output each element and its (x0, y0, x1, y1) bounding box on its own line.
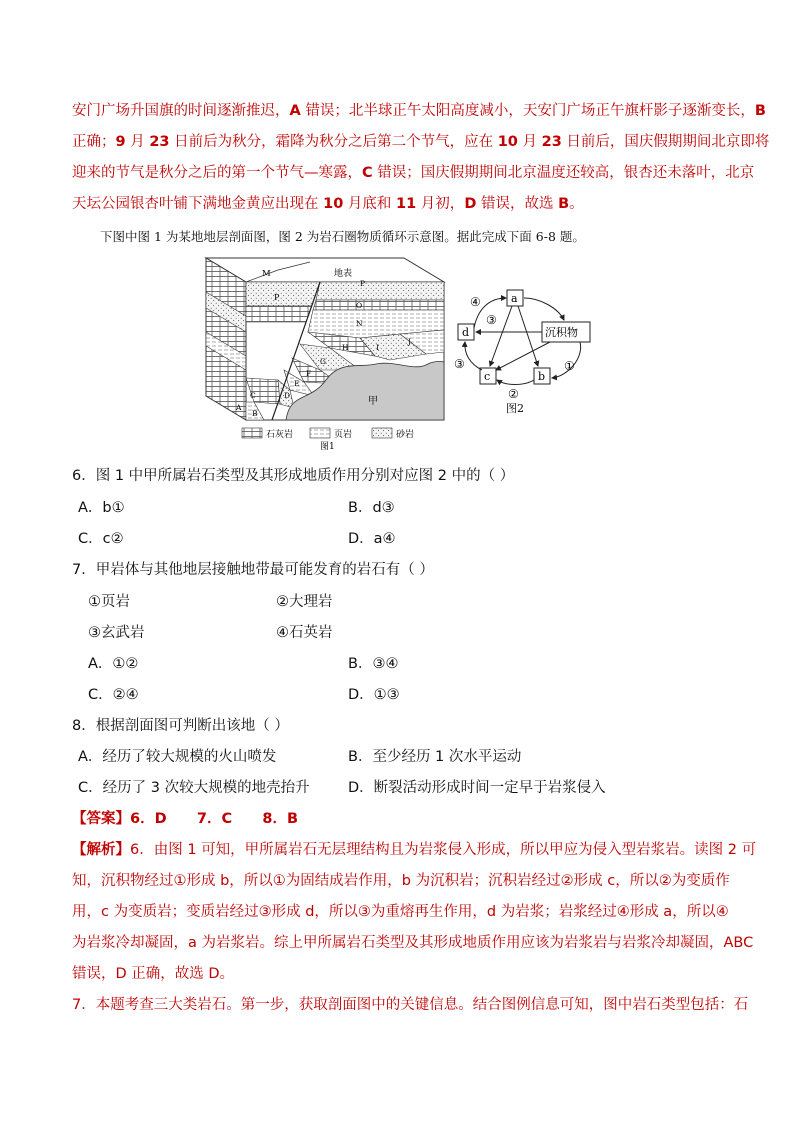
legend-shale: 页岩 (334, 430, 353, 440)
analysis-line-2: 知，沉积物经过①形成 b，所以①为固结成岩作用，b 为沉积岩；沉积岩经过②形成 c，所以②为变质作 (72, 873, 730, 889)
q8-option-a[interactable]: A．经历了较大规模的火山喷发 (78, 749, 277, 765)
label-p: P (274, 293, 280, 302)
figure-2-caption: 图2 (506, 402, 524, 415)
para-line-3: 迎来的节气是秋分之后的第一个节气—寒露，C 错误；国庆假期期间北京温度还较高，银杏还未落叶，北京 (72, 165, 755, 181)
surface-top (206, 258, 444, 282)
q6-option-d[interactable]: D．a④ (348, 531, 396, 547)
step-3-upper: ③ (486, 313, 497, 327)
q8-option-d[interactable]: D．断裂活动形成时间一定早于岩浆侵入 (348, 780, 606, 796)
figure-1-cross-section (200, 252, 452, 452)
para-line-2: 正确；9 月 23 日前后为秋分，霜降为秋分之后第二个节气，应在 10 月 23 日前后，国庆假期期间北京即将 (72, 134, 770, 150)
legend-sandstone: 砂岩 (396, 430, 415, 440)
label-c: C (250, 391, 256, 400)
q7-item-3: ③玄武岩 (88, 625, 145, 641)
step-3-lower: ③ (454, 357, 465, 371)
label-o: O (356, 301, 363, 310)
label-i: I (376, 343, 379, 352)
q7-option-c[interactable]: C．②④ (88, 687, 139, 703)
q6-option-b[interactable]: B．d③ (348, 500, 395, 516)
answer-text: 6．D 7．C 8．B (130, 811, 299, 827)
label-b: B (252, 409, 258, 418)
label-jia: 甲 (368, 396, 378, 407)
q8-option-c[interactable]: C．经历了 3 次较大规模的地壳抬升 (78, 780, 310, 796)
answer-line (72, 809, 298, 829)
q7-stem: 7．甲岩体与其他地层接触地带最可能发育的岩石有（ ） (72, 562, 434, 578)
q6-stem: 6．图 1 中甲所属岩石类型及其形成地质作用分别对应图 2 中的（ ） (72, 468, 515, 484)
box-a-label: a (511, 292, 518, 305)
para-line-1: 安门广场升国旗的时间逐渐推迟，A 错误；北半球正午太阳高度减小，天安门广场正午旗杆影子逐渐变长，B (72, 103, 766, 119)
analysis-line-3: 用，c 为变质岩；变质岩经过③形成 d，所以③为重熔再生作用，d 为岩浆；岩浆经过④形成 a，所以④ (72, 904, 729, 920)
q7-option-b[interactable]: B．③④ (348, 656, 399, 672)
step-2: ② (508, 387, 519, 401)
analysis-line-5: 错误，D 正确，故选 D。 (72, 966, 235, 982)
q7-item-4: ④石英岩 (276, 625, 333, 641)
q8-stem: 8．根据剖面图可判断出该地（ ） (72, 718, 289, 734)
figure-intro: 下图中图 1 为某地地层剖面图，图 2 为岩石圈物质循环示意图。据此完成下面 6-8 题。 (100, 229, 585, 244)
label-g: G (320, 357, 326, 366)
q7-item-1: ①页岩 (88, 594, 130, 610)
box-d-label: d (462, 326, 470, 339)
legend-shale-swatch (310, 428, 330, 438)
legend-sandstone-swatch (372, 428, 392, 438)
label-p-right: P (360, 279, 366, 288)
analysis-label: 【解析】 (72, 842, 130, 858)
analysis-line-4: 为岩浆冷却凝固，a 为岩浆岩。综上甲所属岩石类型及其形成地质作用应该为岩浆岩与岩浆冷却凝固，ABC (72, 935, 754, 951)
figure-1-caption: 图1 (320, 442, 335, 452)
q8-option-b[interactable]: B．至少经历 1 次水平运动 (348, 749, 522, 765)
q6-option-a[interactable]: A．b① (78, 500, 125, 516)
figure-2-rock-cycle (450, 286, 618, 418)
layer-p (246, 282, 320, 306)
analysis-line-1: 【解析】6．由图 1 可知，甲所属岩石无层理结构且为岩浆侵入形成，所以甲应为侵入型岩浆岩。读图 2 可 (72, 842, 757, 858)
answer-label: 【答案】 (72, 811, 130, 827)
analysis-line-6: 7．本题考查三大类岩石。第一步，获取剖面图中的关键信息。结合图例信息可知，图中岩石类型包括：石 (72, 997, 749, 1013)
label-d: D (284, 391, 291, 400)
box-sediment-label: 沉积物 (545, 326, 578, 339)
label-h: H (342, 343, 349, 352)
layer-o (246, 306, 312, 322)
label-n: N (356, 319, 363, 328)
box-c-label: c (484, 370, 491, 383)
q6-option-c[interactable]: C．c② (78, 531, 124, 547)
legend-limestone: 石灰岩 (266, 430, 294, 440)
label-e: E (294, 379, 300, 388)
label-f: F (306, 369, 312, 378)
label-m: M (262, 269, 271, 279)
q7-item-2: ②大理岩 (276, 594, 333, 610)
label-j: J (408, 337, 412, 346)
para-line-4: 天坛公园银杏叶铺下满地金黄应出现在 10 月底和 11 月初，D 错误，故选 B。 (72, 196, 584, 212)
label-surface: 地表 (334, 269, 353, 279)
q7-option-a[interactable]: A．①② (88, 656, 139, 672)
legend-limestone-swatch (242, 428, 262, 438)
q7-option-d[interactable]: D．①③ (348, 687, 400, 703)
label-a: A (236, 403, 242, 412)
step-4: ④ (470, 295, 481, 309)
box-b-label: b (538, 370, 546, 383)
step-1: ① (564, 359, 575, 373)
